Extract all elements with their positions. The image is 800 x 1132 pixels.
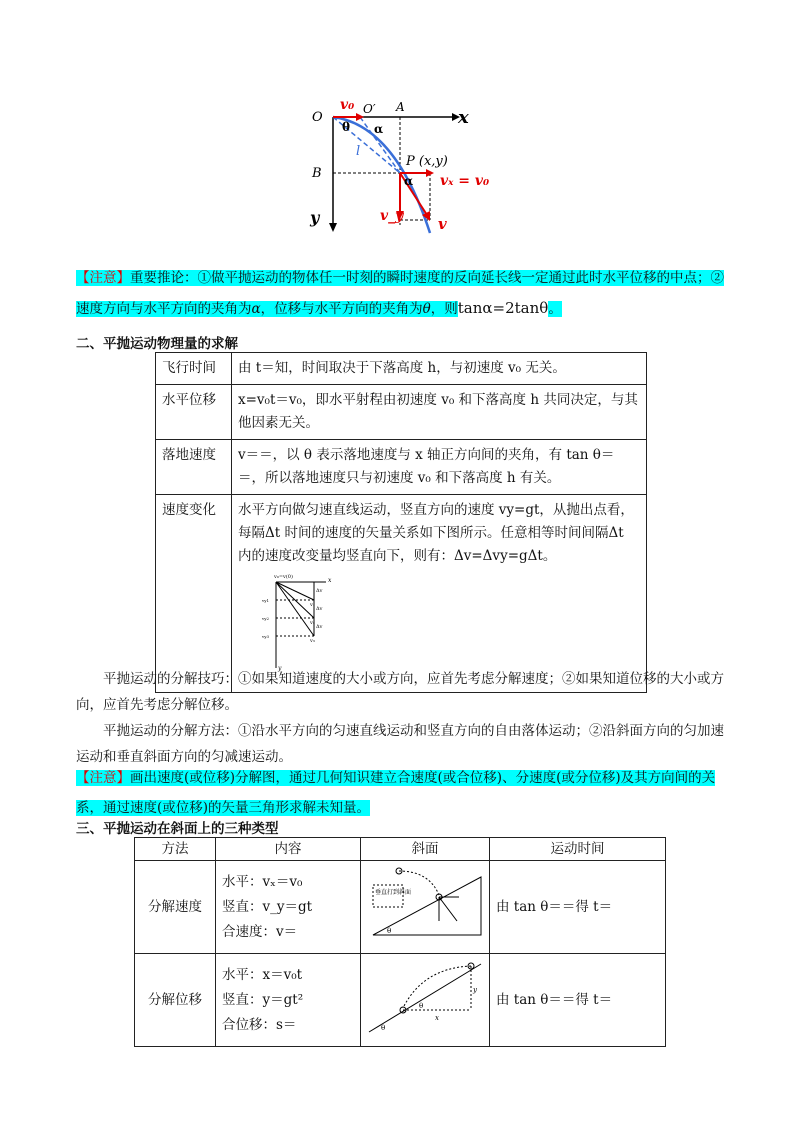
time-cell: 由 tan θ＝＝得 t＝ xyxy=(490,861,666,954)
fig2-v1: v₁ xyxy=(310,602,315,608)
projectile-diagram xyxy=(300,95,520,240)
fig2-vy2: vy2 xyxy=(262,616,270,621)
fig2-top: v₀=v(0) xyxy=(274,574,293,580)
table-row xyxy=(156,385,647,440)
note-text-c: ，则 xyxy=(430,301,458,317)
row-content xyxy=(232,495,647,693)
note-inference xyxy=(76,263,726,324)
label-p: P (x,y) xyxy=(406,154,448,169)
label-theta: θ xyxy=(342,120,351,134)
incline-velocity-diagram xyxy=(363,863,487,943)
note-theta: θ xyxy=(422,301,431,317)
label-vy: v_y xyxy=(380,208,404,224)
label-alpha-p: α xyxy=(404,174,414,188)
time-cell: 由 tan θ＝＝得 t＝ xyxy=(490,954,666,1047)
table-row xyxy=(135,861,666,954)
label-y: y xyxy=(310,208,320,227)
method-cell: 分解位移 xyxy=(135,954,216,1047)
label-v0: v₀ xyxy=(340,97,355,113)
label-o-prime: O′ xyxy=(363,102,376,116)
note-formula: tanα=2tanθ xyxy=(457,299,549,317)
velocity-vector-diagram xyxy=(254,570,334,680)
content-line: 水平：x＝v₀t xyxy=(222,966,303,983)
row-label: 水平位移 xyxy=(156,385,232,440)
paragraph-decomposition-tips: 平抛运动的分解技巧：①如果知道速度的大小或方向，应首先考虑分解速度；②如果知道位移的大小或方向，应首先考虑分解位移。 xyxy=(76,671,724,713)
fig2-dv2: Δv xyxy=(316,606,323,612)
paragraph-decomposition-methods: 平抛运动的分解方法：①沿水平方向的匀速直线运动和竖直方向的自由落体运动；②沿斜面方向的匀加速运动和垂直斜面方向的匀减速运动。 xyxy=(76,723,724,765)
label-vx: vₓ = v₀ xyxy=(440,173,490,189)
fig-theta1: θ xyxy=(419,1002,424,1010)
label-l: l xyxy=(356,144,361,159)
fig-y: y xyxy=(473,986,477,994)
note-vector-triangle xyxy=(76,763,726,823)
col-method: 方法 xyxy=(135,838,216,861)
fig2-dv3: Δv xyxy=(316,624,323,630)
incline-displacement-diagram xyxy=(363,956,487,1036)
content-line: 合速度：v＝ xyxy=(222,923,298,940)
incline-figure-cell xyxy=(361,861,490,954)
row-label: 落地速度 xyxy=(156,440,232,495)
quantities-table xyxy=(155,352,647,693)
label-o: O xyxy=(312,110,323,125)
fig-theta2: θ xyxy=(381,1024,386,1032)
content-line: 竖直：v_y＝gt xyxy=(222,898,313,915)
fig-label-vertical: 垂直打到斜面 xyxy=(375,889,412,896)
row-content: 由 t＝知，时间取决于下落高度 h，与初速度 v₀ 无关。 xyxy=(232,353,647,385)
fig2-dv1: Δv xyxy=(316,588,323,594)
fig2-v2: v₂ xyxy=(310,620,315,626)
section-heading-3: 三、平抛运动在斜面上的三种类型 xyxy=(76,821,279,837)
row-content: x=v₀t＝v₀，即水平射程由初速度 v₀ 和下落高度 h 共同决定，与其他因素无关。 xyxy=(232,385,647,440)
fig2-y: y xyxy=(278,665,282,672)
table-row xyxy=(135,954,666,1047)
note-text-a: 重要推论：①做平抛运动的物体任一时刻的瞬时速度的反向延长线一定通过此时水平位移的中点；②速度方向与水平方向的夹角为 xyxy=(76,270,724,317)
label-a: A xyxy=(396,100,405,114)
content-line: 竖直：y＝gt² xyxy=(222,991,304,1008)
fig2-vy3: vy3 xyxy=(262,634,270,639)
row-content: v＝＝，以 θ 表示落地速度与 x 轴正方向间的夹角，有 tan θ＝＝，所以落地速度只与初速度 v₀ 和下落高度 h 有关。 xyxy=(232,440,647,495)
note2-text: 画出速度(或位移)分解图，通过几何知识建立合速度(或合位移)、分速度(或分位移)及其方向间的关系，通过速度(或位移)的矢量三角形求解未知量。 xyxy=(76,770,716,816)
fig-x: x xyxy=(435,1014,439,1022)
table-row xyxy=(156,495,647,693)
label-x: x xyxy=(458,107,469,128)
note-end: 。 xyxy=(548,301,562,317)
table-row xyxy=(156,353,647,385)
row-label: 速度变化 xyxy=(156,495,232,693)
label-v: v xyxy=(438,215,447,233)
label-b: B xyxy=(312,166,322,181)
method-cell: 分解速度 xyxy=(135,861,216,954)
fig-theta: θ xyxy=(387,927,392,935)
content-cell xyxy=(216,861,361,954)
row-label: 飞行时间 xyxy=(156,353,232,385)
col-time: 运动时间 xyxy=(490,838,666,861)
note-text-b: ，位移与水平方向的夹角为 xyxy=(260,301,423,317)
incline-figure-cell xyxy=(361,954,490,1047)
fig2-x: x xyxy=(328,577,332,584)
note-tag: 【注意】 xyxy=(76,270,130,286)
content-line: 水平：vₓ＝v₀ xyxy=(222,873,303,890)
table-header-row xyxy=(135,838,666,861)
table-row xyxy=(156,440,647,495)
fig2-vy1: vy1 xyxy=(262,598,270,603)
velocity-change-text: 水平方向做匀速直线运动，竖直方向的速度 vy=gt，从抛出点看，每隔Δt 时间的速度的矢量关系如下图所示。任意相等时间间隔Δt 内的速度改变量均竖直向下，则有：Δv=Δvy=gΔt。 xyxy=(238,502,634,564)
note2-tag: 【注意】 xyxy=(76,770,130,786)
col-incline: 斜面 xyxy=(361,838,490,861)
section-heading-2: 二、平抛运动物理量的求解 xyxy=(76,336,238,352)
incline-types-table xyxy=(134,837,666,1047)
label-alpha-top: α xyxy=(374,122,384,136)
note-alpha: α xyxy=(251,301,261,317)
content-line: 合位移：s＝ xyxy=(222,1016,297,1033)
fig2-v3: v₃ xyxy=(310,638,315,644)
content-cell xyxy=(216,954,361,1047)
col-content: 内容 xyxy=(216,838,361,861)
